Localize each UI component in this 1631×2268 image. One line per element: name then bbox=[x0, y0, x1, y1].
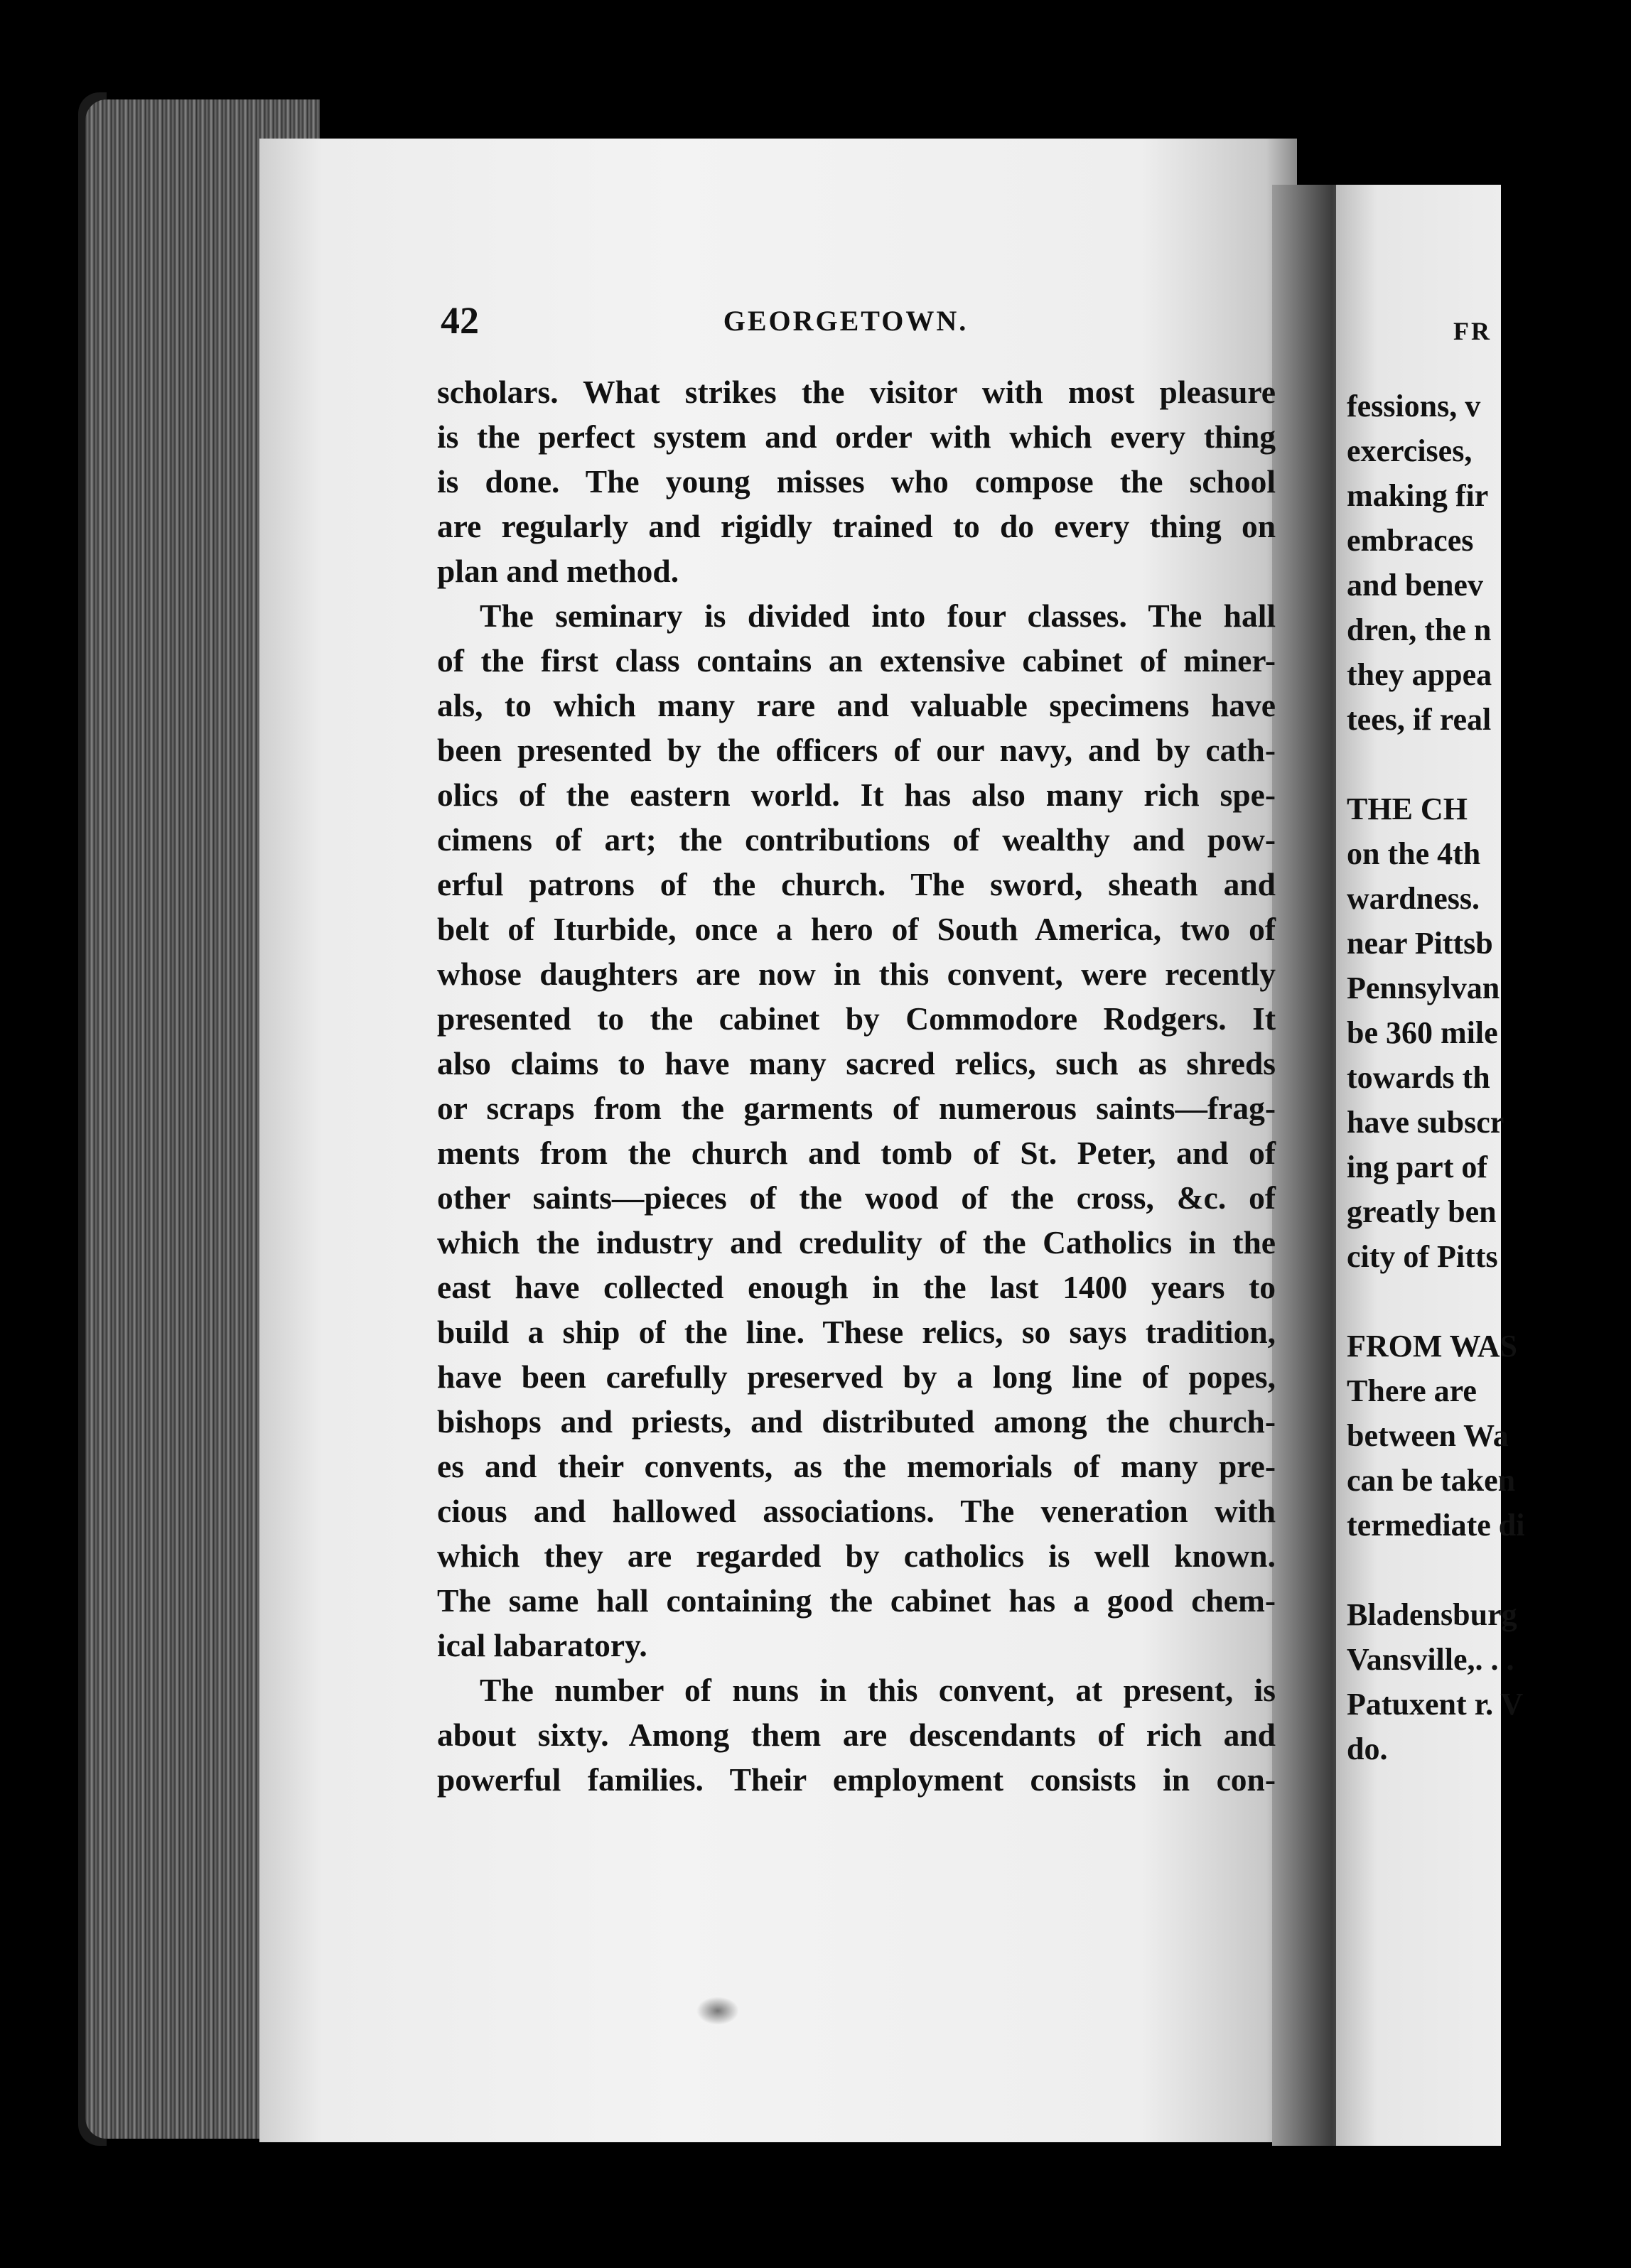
text-line: east have collected enough in the last 1400 years to bbox=[437, 1269, 1276, 1305]
text-line: have subscr bbox=[1347, 1105, 1504, 1140]
text-line: bishops and priests, and distributed among the church- bbox=[437, 1403, 1276, 1440]
text-line: THE CH bbox=[1347, 792, 1468, 826]
text-line: near Pittsb bbox=[1347, 926, 1493, 961]
text-line: The same hall containing the cabinet has a good chem- bbox=[437, 1582, 1276, 1619]
text-line: ing part of bbox=[1347, 1150, 1487, 1184]
text-line: they appea bbox=[1347, 657, 1492, 692]
text-line: cious and hallowed associations. The veneration with bbox=[437, 1493, 1276, 1529]
page-header bbox=[441, 298, 1251, 348]
text-line: olics of the eastern world. It has also many rich spe- bbox=[437, 777, 1276, 813]
text-line bbox=[1347, 1548, 1631, 1592]
text-line: whose daughters are now in this convent, were recently bbox=[437, 956, 1276, 992]
text-line: towards th bbox=[1347, 1060, 1490, 1095]
text-line: do. bbox=[1347, 1732, 1388, 1766]
text-line: are regularly and rigidly trained to do every thing on bbox=[437, 508, 1276, 544]
text-line: There are bbox=[1347, 1373, 1477, 1408]
text-line: been presented by the officers of our navy, and by cath- bbox=[437, 732, 1276, 768]
text-line: which the industry and credulity of the Catholics in the bbox=[437, 1224, 1276, 1260]
text-line: ments from the church and tomb of St. Peter, and of bbox=[437, 1135, 1276, 1171]
body-text bbox=[437, 369, 1276, 1802]
ink-smudge bbox=[696, 1997, 739, 2025]
text-line: other saints—pieces of the wood of the cross, &c. of bbox=[437, 1179, 1276, 1216]
text-line: Bladensburg bbox=[1347, 1597, 1517, 1632]
text-line: The seminary is divided into four classes. The hall bbox=[480, 598, 1276, 634]
text-line: tees, if real bbox=[1347, 702, 1492, 737]
text-line: es and their convents, as the memorials of many pre- bbox=[437, 1448, 1276, 1484]
text-line: on the 4th bbox=[1347, 836, 1481, 871]
text-line: exercises, bbox=[1347, 433, 1473, 468]
text-line: build a ship of the line. These relics, so says tradition, bbox=[437, 1314, 1276, 1350]
text-line: presented to the cabinet by Commodore Rodgers. It bbox=[437, 1000, 1276, 1037]
text-line: and benev bbox=[1347, 568, 1483, 603]
text-line: is done. The young misses who compose the school bbox=[437, 463, 1276, 500]
page-number: 42 bbox=[441, 299, 479, 342]
text-line: scholars. What strikes the visitor with most pleasure bbox=[437, 374, 1276, 410]
text-line: embraces bbox=[1347, 523, 1474, 558]
text-line: be 360 mile bbox=[1347, 1015, 1498, 1050]
text-line: about sixty. Among them are descendants of rich and bbox=[437, 1717, 1276, 1753]
text-line: making fir bbox=[1347, 478, 1489, 513]
text-line: also claims to have many sacred relics, such as shreds bbox=[437, 1045, 1276, 1081]
text-line: powerful families. Their employment consists in con- bbox=[437, 1761, 1276, 1798]
text-line: erful patrons of the church. The sword, sheath and bbox=[437, 866, 1276, 902]
text-line: dren, the n bbox=[1347, 612, 1492, 647]
text-line: greatly ben bbox=[1347, 1194, 1497, 1229]
running-head: GEORGETOWN. bbox=[723, 305, 969, 337]
text-line: wardness. bbox=[1347, 881, 1480, 916]
text-line: Patuxent r. V bbox=[1347, 1687, 1524, 1722]
text-line: termediate di bbox=[1347, 1508, 1525, 1543]
text-line: als, to which many rare and valuable specimens have bbox=[437, 687, 1276, 723]
text-line: cimens of art; the contributions of wealthy and pow- bbox=[437, 821, 1276, 858]
text-line: have been carefully preserved by a long line of popes, bbox=[437, 1359, 1276, 1395]
text-line: city of Pitts bbox=[1347, 1239, 1498, 1274]
text-line: or scraps from the garments of numerous saints—frag- bbox=[437, 1090, 1276, 1126]
text-line: The number of nuns in this convent, at present, is bbox=[480, 1672, 1276, 1708]
text-line: between Wa bbox=[1347, 1418, 1509, 1453]
text-line bbox=[1347, 1279, 1631, 1324]
text-line: of the first class contains an extensive cabinet of miner- bbox=[437, 642, 1276, 679]
right-running-head: FR bbox=[1453, 317, 1492, 345]
text-line: which they are regarded by catholics is well known. bbox=[437, 1538, 1276, 1574]
right-page-text bbox=[1347, 384, 1631, 1771]
text-line: plan and method. bbox=[437, 553, 679, 589]
text-line bbox=[1347, 742, 1631, 787]
text-line: FROM WAS bbox=[1347, 1329, 1517, 1364]
text-line: Pennsylvan bbox=[1347, 971, 1500, 1005]
text-line: fessions, v bbox=[1347, 389, 1481, 423]
text-line: can be taken bbox=[1347, 1463, 1516, 1498]
text-line: is the perfect system and order with which every thing bbox=[437, 418, 1276, 455]
text-line: ical labaratory. bbox=[437, 1627, 647, 1663]
text-line: Vansville,. . . bbox=[1347, 1642, 1514, 1677]
text-line: belt of Iturbide, once a hero of South America, two of bbox=[437, 911, 1276, 947]
